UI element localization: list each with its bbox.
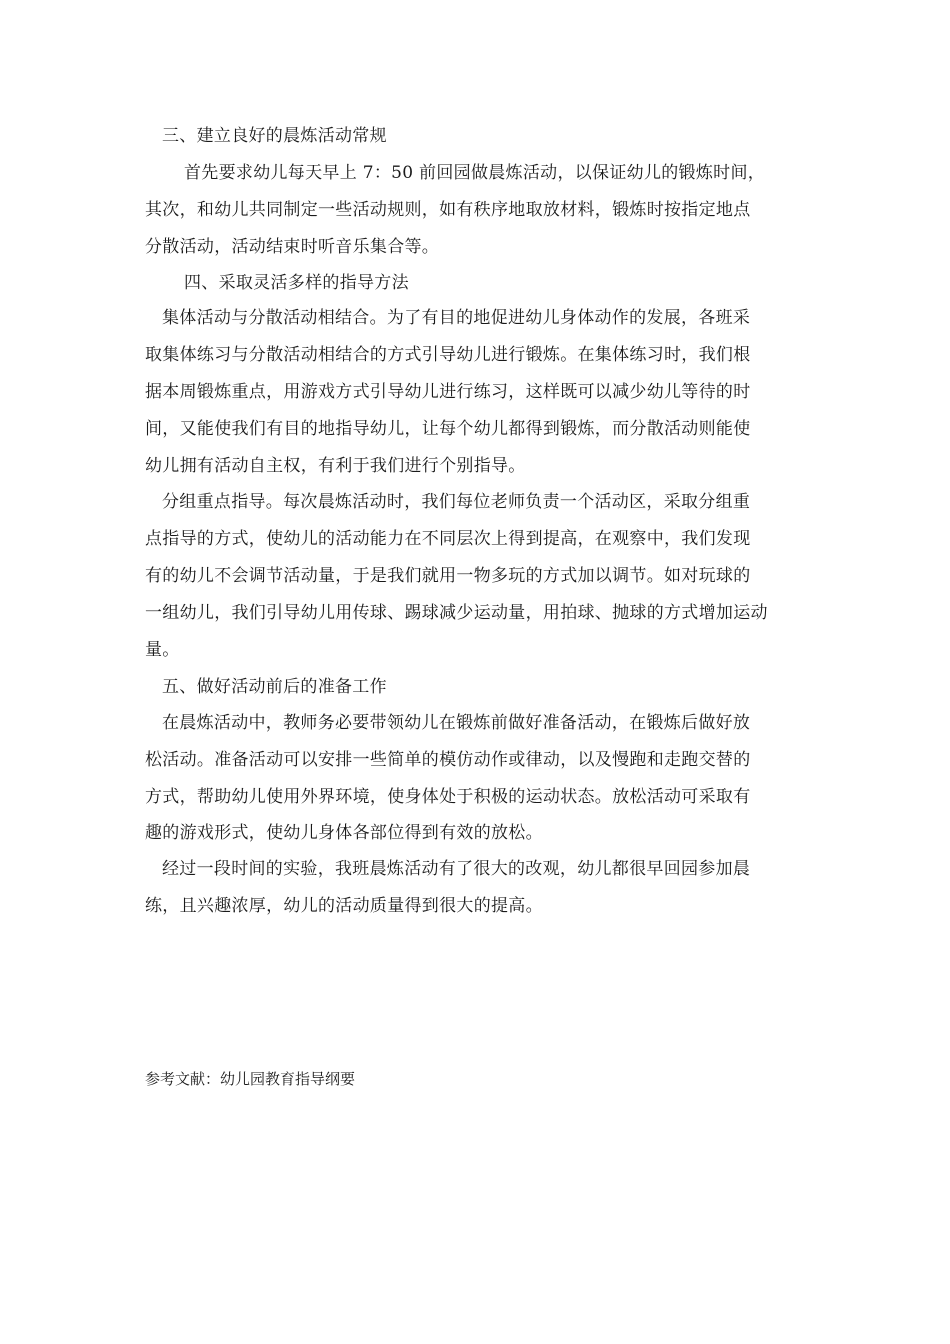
paragraph-line: 点指导的方式，使幼儿的活动能力在不同层次上得到提高，在观察中，我们发现 [145, 529, 751, 549]
paragraph-line: 首先要求幼儿每天早上 7：50 前回园做晨炼活动，以保证幼儿的锻炼时间， [184, 163, 766, 183]
paragraph-line: 一组幼儿，我们引导幼儿用传球、踢球减少运动量，用拍球、抛球的方式增加运动 [145, 603, 768, 623]
paragraph-line: 分散活动，活动结束时听音乐集合等。 [145, 237, 440, 257]
paragraph-line: 练，且兴趣浓厚，幼儿的活动质量得到很大的提高。 [145, 896, 543, 916]
paragraph-line: 据本周锻炼重点，用游戏方式引导幼儿进行练习，这样既可以减少幼儿等待的时 [145, 382, 751, 402]
paragraph-line: 松活动。准备活动可以安排一些简单的模仿动作或律动，以及慢跑和走跑交替的 [145, 750, 751, 770]
paragraph-line: 集体活动与分散活动相结合。为了有目的地促进幼儿身体动作的发展，各班采 [162, 308, 751, 328]
section-heading-5: 五、做好活动前后的准备工作 [162, 677, 387, 697]
paragraph-line: 间，又能使我们有目的地指导幼儿，让每个幼儿都得到锻炼，而分散活动则能使 [145, 419, 751, 439]
paragraph-line: 取集体练习与分散活动相结合的方式引导幼儿进行锻炼。在集体练习时，我们根 [145, 345, 751, 365]
paragraph-line: 幼儿拥有活动自主权，有利于我们进行个别指导。 [145, 456, 526, 476]
paragraph-line: 趣的游戏形式，使幼儿身体各部位得到有效的放松。 [145, 823, 543, 843]
paragraph-line: 方式，帮助幼儿使用外界环境，使身体处于积极的运动状态。放松活动可采取有 [145, 787, 751, 807]
paragraph-line: 经过一段时间的实验，我班晨炼活动有了很大的改观，幼儿都很早回园参加晨 [162, 859, 751, 879]
paragraph-line: 在晨炼活动中，教师务必要带领幼儿在锻炼前做好准备活动，在锻炼后做好放 [162, 713, 751, 733]
paragraph-line: 有的幼儿不会调节活动量，于是我们就用一物多玩的方式加以调节。如对玩球的 [145, 566, 751, 586]
section-heading-4: 四、采取灵活多样的指导方法 [184, 273, 409, 293]
paragraph-line: 量。 [145, 640, 180, 660]
paragraph-line: 其次，和幼儿共同制定一些活动规则，如有秩序地取放材料，锻炼时按指定地点 [145, 200, 751, 220]
reference-line: 参考文献：幼儿园教育指导纲要 [145, 1070, 356, 1088]
section-heading-3: 三、建立良好的晨炼活动常规 [162, 126, 387, 146]
paragraph-line: 分组重点指导。每次晨炼活动时，我们每位老师负责一个活动区，采取分组重 [162, 492, 751, 512]
